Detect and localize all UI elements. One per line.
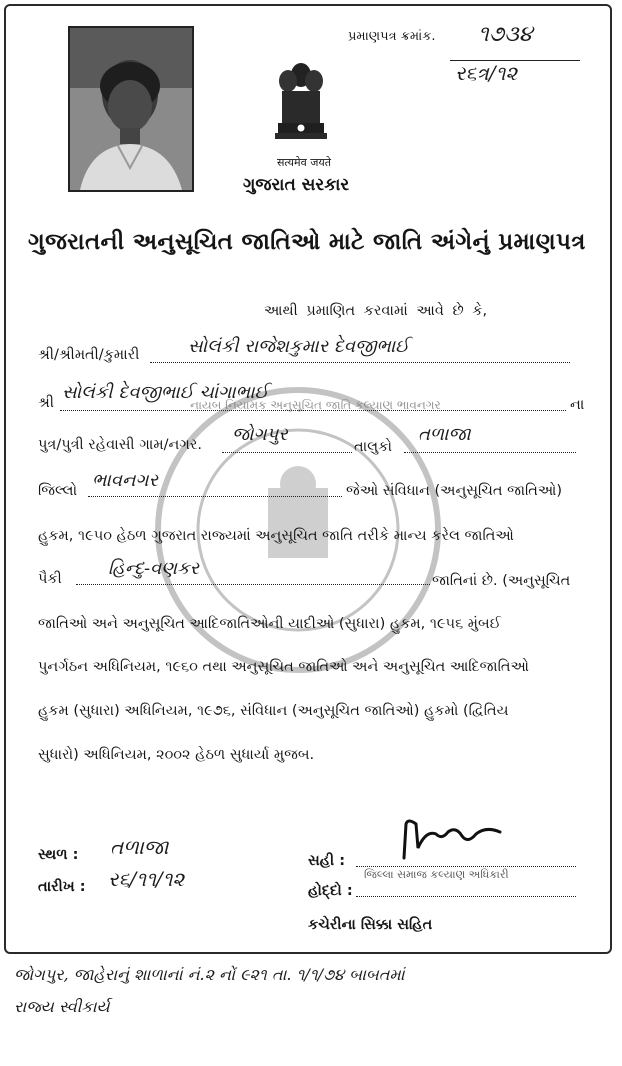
caste-value: હિન્દુ-વણકર (108, 558, 199, 579)
designation-dotted-line (356, 896, 576, 897)
father-suffix: ના (570, 397, 585, 413)
district-label: જિલ્લો (38, 483, 78, 499)
handwritten-note-line-1: જોગપુર, જાહેરાનું શાળાનાં નં.૨ નોં ૯૨૧ તા. ૧/૧/૭૪ બાબતમાં (14, 965, 405, 984)
district-dotted-line (88, 496, 342, 497)
office-seal-label: કચેરીના સિક્કા સહિત (308, 917, 433, 933)
taluka-label: તાલુકો (354, 439, 392, 455)
paragraph-line-2: પુનર્ગઠન અધિનિયમ, ૧૯૬૦ તથા અનુસૂચિત જાતિઓ અને અનુસૂચિત આદિજાતિઓ (38, 659, 529, 675)
name-dotted-line (150, 362, 570, 363)
government-heading: ગુજરાત સરકાર (243, 175, 350, 195)
father-dotted-line (60, 410, 566, 411)
stamp-text: નાયબ નિયામક અનુસૂચિત જાતિ કલ્યાણ ભાવનગર (190, 398, 441, 412)
signature-mark (396, 810, 506, 870)
signature-label: સહી : (308, 853, 346, 869)
certificate-number-label: પ્રમાણપત્ર ક્રમાંક. (348, 29, 436, 44)
district-suffix: જેઓ સંવિધાન (અનુસૂચિત જાતિઓ) (346, 483, 563, 499)
village-value: જોગપુર (232, 424, 288, 445)
certificate-number-date: ર૬ત્ર/૧૨ (455, 61, 518, 85)
order-line: હુકમ, ૧૯૫૦ હેઠળ ગુજરાત રાજ્યમાં અનુસૂચિત જાતિ તરીકે માન્ય કરેલ જાતિઓ (38, 528, 514, 544)
caste-dotted-line (76, 584, 430, 585)
father-value: સોલંકી દેવજીભાઈ ચાંગાભાઈ (62, 382, 269, 403)
paragraph-line-3: હુકમ (સુધારા) અધિનિયમ, ૧૯૭૬, સંવિધાન (અનુસૂચિત જાતિઓ) હુકમો (દ્વિતિય (38, 703, 509, 719)
place-value: તળાજા (110, 835, 169, 859)
date-label: તારીખ : (38, 879, 86, 895)
date-value: ર૬/૧૧/૧૨ (108, 867, 185, 891)
certify-line: આથી પ્રમાણિત કરવામાં આવે છે કે, (264, 303, 488, 319)
handwritten-note-line-2: રાજ્ય સ્વીકાર્ય (14, 997, 110, 1016)
taluka-dotted-line (404, 452, 576, 453)
village-label: પુત્ર/પુત્રી રહેવાસી ગામ/નગર. (38, 437, 202, 453)
holder-photo (68, 26, 194, 192)
designation-stamp-text: જિલ્લા સમાજ કલ્યાણ અધિકારી (364, 868, 509, 881)
district-value: ભાવનગર (92, 470, 158, 491)
national-emblem-icon (270, 55, 332, 155)
caste-suffix: જાતિનાં છે. (અનુસૂચિત (432, 573, 571, 589)
name-value: સોલંકી રાજેશકુમાર દેવજીભાઈ (188, 336, 410, 357)
father-label: શ્રી (38, 395, 54, 411)
paragraph-line-1: જાતિઓ અને અનુસૂચિત આદિજાતિઓની યાદીઓ (સુધારા) હુકમ, ૧૯૫૬ મુંબઈ (38, 616, 501, 632)
taluka-value: તળાજા (418, 424, 471, 445)
paragraph-line-4: સુધારો) અધિનિયમ, ૨૦૦૨ હેઠળ સુધાર્યા મુજબ. (38, 747, 315, 763)
village-dotted-line (222, 452, 352, 453)
certificate-number-value: ૧૭૩૪ (478, 22, 533, 47)
name-label: શ્રી/શ્રીમતી/કુમારી (38, 347, 140, 363)
emblem-motto: सत्यमेव जयते (277, 156, 332, 169)
place-label: સ્થળ : (38, 847, 79, 863)
designation-label: હોદ્દો : (308, 883, 353, 899)
certificate-title: ગુજરાતની અનુસૂચિત જાતિઓ માટે જાતિ અંગેનું પ્રમાણપત્ર (28, 229, 586, 255)
caste-label: પૈકી (38, 571, 62, 587)
